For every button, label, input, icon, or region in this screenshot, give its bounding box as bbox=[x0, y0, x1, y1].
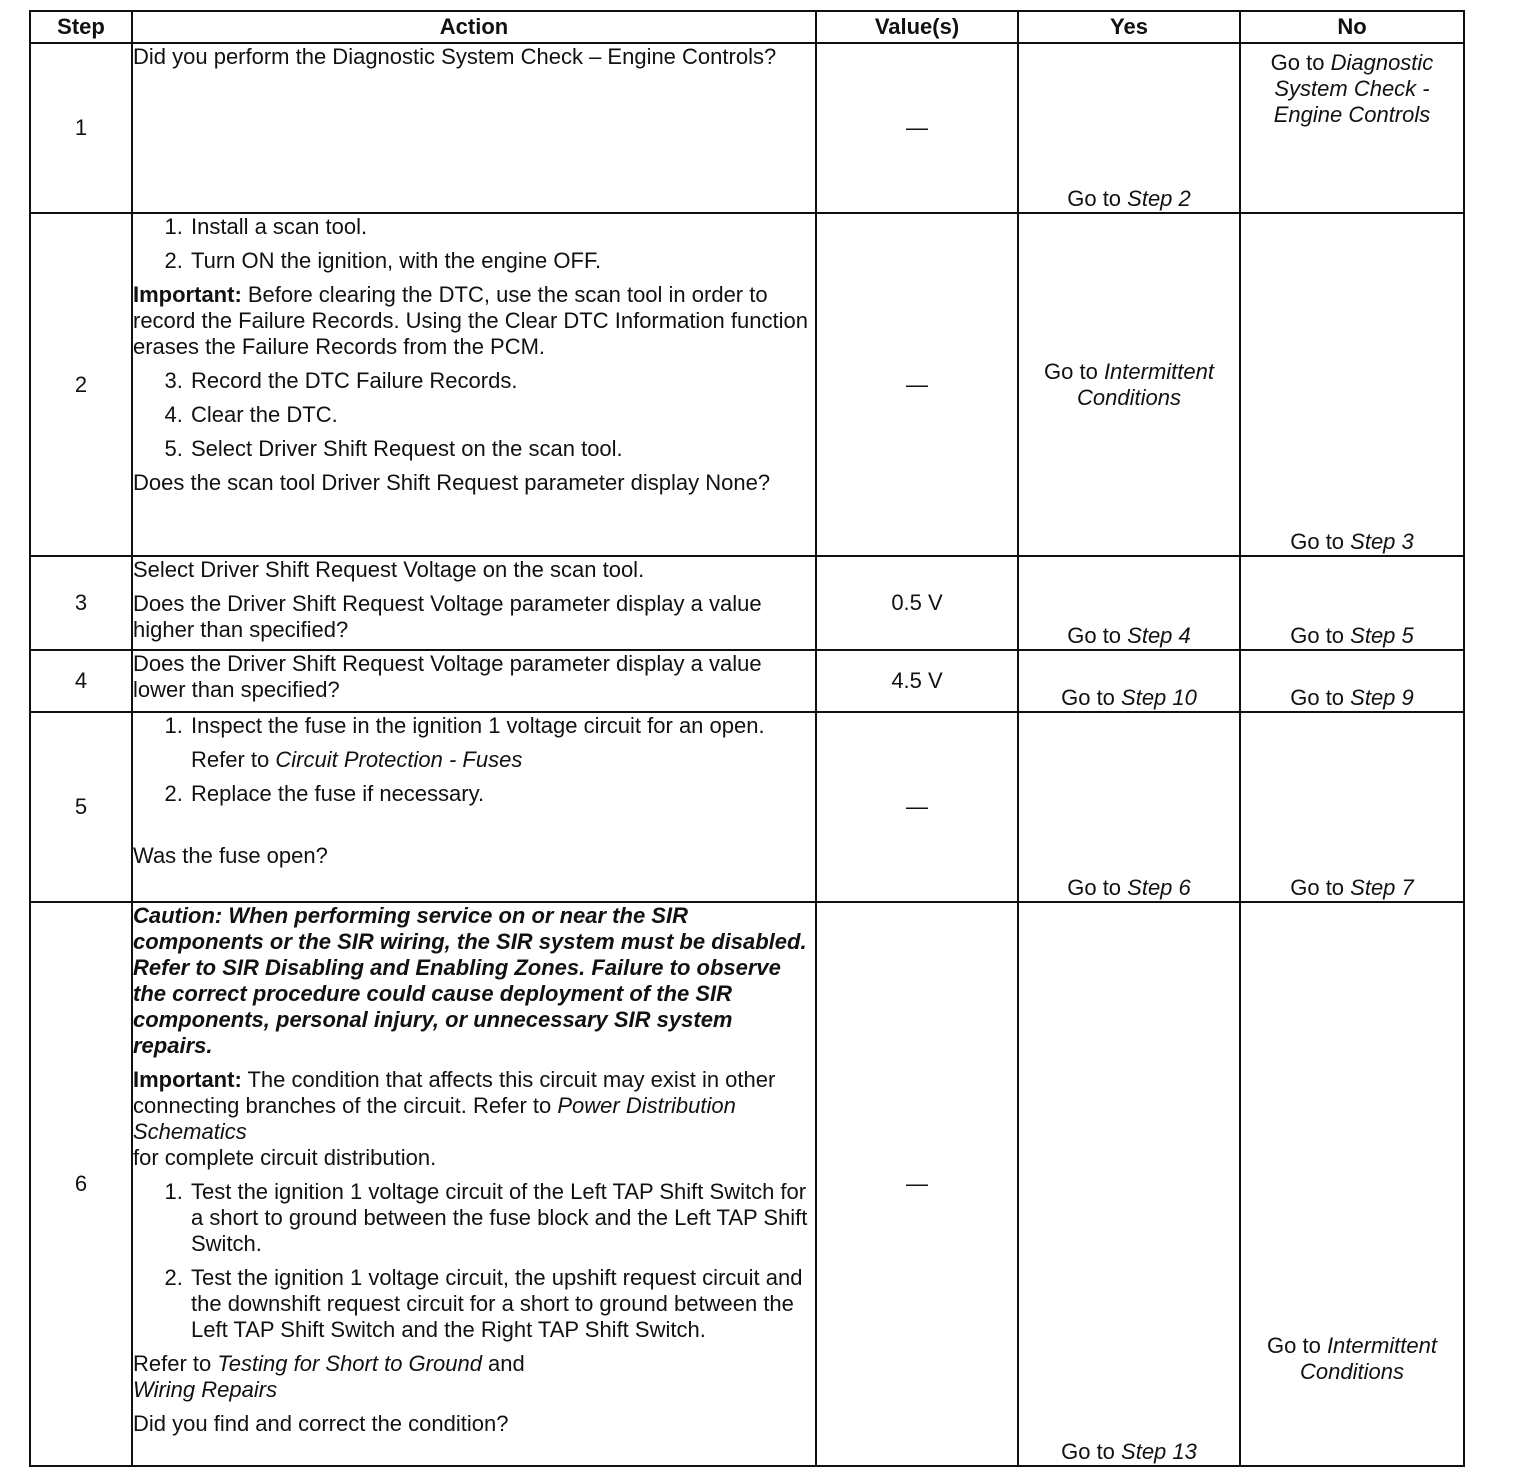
no-cell bbox=[1240, 650, 1464, 712]
refer-prefix: Refer to bbox=[133, 1351, 218, 1376]
important-label: Important: bbox=[133, 1067, 242, 1092]
list-item: 5. Select Driver Shift Request on the scan tool. bbox=[189, 436, 815, 462]
refer-prefix: Refer to bbox=[191, 747, 276, 772]
wiring-repairs-link[interactable]: Wiring Repairs bbox=[133, 1377, 278, 1402]
no-link[interactable]: Diagnostic System Check - Engine Controls bbox=[1273, 50, 1434, 127]
header-row bbox=[30, 11, 1464, 43]
yes-cell bbox=[1018, 650, 1240, 712]
no-link[interactable]: Step 7 bbox=[1350, 875, 1414, 900]
header-step: Step bbox=[30, 11, 132, 43]
refer-and: and bbox=[481, 1351, 525, 1376]
no-prefix: Go to bbox=[1290, 875, 1351, 900]
header-action: Action bbox=[132, 11, 816, 43]
yes-cell bbox=[1018, 902, 1240, 1466]
important-note bbox=[133, 1067, 815, 1145]
step-number: 4 bbox=[30, 650, 132, 712]
yes-cell bbox=[1018, 43, 1240, 213]
refer-line bbox=[191, 747, 815, 773]
yes-link[interactable]: Step 10 bbox=[1121, 685, 1197, 710]
no-link[interactable]: Step 5 bbox=[1350, 623, 1414, 648]
action-list bbox=[133, 368, 815, 462]
step-number: 2 bbox=[30, 213, 132, 556]
yes-cell bbox=[1018, 556, 1240, 650]
action-question: Does the Driver Shift Request Voltage parameter display a value lower than specified? bbox=[133, 651, 762, 702]
header-no: No bbox=[1240, 11, 1464, 43]
important-label: Important: bbox=[133, 282, 242, 307]
yes-link[interactable]: Step 4 bbox=[1127, 623, 1191, 648]
diagnostic-table bbox=[29, 10, 1465, 1467]
action-list bbox=[133, 713, 815, 807]
yes-prefix: Go to bbox=[1061, 685, 1122, 710]
list-item: 2. Test the ignition 1 voltage circuit, the upshift request circuit and the downshift request circuit for a short to ground between the Left TAP Shift Switch and the Right TAP Shift Switch. bbox=[189, 1265, 815, 1343]
action-question: Was the fuse open? bbox=[133, 843, 328, 868]
action-cell bbox=[132, 902, 816, 1466]
yes-prefix: Go to bbox=[1067, 875, 1128, 900]
no-link[interactable]: Step 9 bbox=[1350, 685, 1414, 710]
important-note bbox=[133, 282, 815, 360]
step-number: 5 bbox=[30, 712, 132, 902]
no-cell bbox=[1240, 43, 1464, 213]
yes-prefix: Go to bbox=[1067, 186, 1128, 211]
no-prefix: Go to bbox=[1290, 623, 1351, 648]
table-row bbox=[30, 43, 1464, 213]
action-question: Does the Driver Shift Request Voltage parameter display a value higher than specified? bbox=[133, 591, 762, 642]
important-text: The condition that affects this circuit may exist in other connecting branches of the circuit. Refer to bbox=[133, 1067, 776, 1118]
list-item bbox=[189, 713, 815, 773]
list-item: 1. Test the ignition 1 voltage circuit of the Left TAP Shift Switch for a short to ground between the fuse block and the Left TAP Shift Switch. bbox=[189, 1179, 815, 1257]
value-cell: — bbox=[816, 213, 1018, 556]
action-cell bbox=[132, 712, 816, 902]
no-link[interactable]: Step 3 bbox=[1350, 529, 1414, 554]
value-cell: — bbox=[816, 712, 1018, 902]
refer-line bbox=[133, 1351, 815, 1403]
yes-cell bbox=[1018, 213, 1240, 556]
list-item: 1. Install a scan tool. bbox=[189, 214, 815, 240]
action-list bbox=[133, 1179, 815, 1343]
no-cell bbox=[1240, 556, 1464, 650]
no-prefix: Go to bbox=[1290, 529, 1351, 554]
value-cell: — bbox=[816, 902, 1018, 1466]
yes-link[interactable]: Step 13 bbox=[1121, 1439, 1197, 1464]
no-link[interactable]: Intermittent Conditions bbox=[1300, 1333, 1437, 1384]
value-cell: — bbox=[816, 43, 1018, 213]
no-cell bbox=[1240, 902, 1464, 1466]
yes-prefix: Go to bbox=[1067, 623, 1128, 648]
step-number: 1 bbox=[30, 43, 132, 213]
yes-prefix: Go to bbox=[1044, 358, 1104, 384]
important-text: Before clearing the DTC, use the scan tool in order to record the Failure Records. Using the Clear DTC Information function erases the Failure Records from the PCM. bbox=[133, 282, 808, 359]
power-distribution-link[interactable]: Power Distribution Schematics bbox=[133, 1093, 736, 1144]
yes-cell bbox=[1018, 712, 1240, 902]
refer-link[interactable]: Circuit Protection - Fuses bbox=[275, 747, 523, 772]
step-number: 3 bbox=[30, 556, 132, 650]
yes-link[interactable]: Step 6 bbox=[1127, 875, 1191, 900]
table-row bbox=[30, 650, 1464, 712]
action-question: Does the scan tool Driver Shift Request parameter display None? bbox=[133, 470, 771, 495]
step-number: 6 bbox=[30, 902, 132, 1466]
list-item: 3. Record the DTC Failure Records. bbox=[189, 368, 815, 394]
no-cell bbox=[1240, 712, 1464, 902]
table-row bbox=[30, 902, 1464, 1466]
action-question: Did you find and correct the condition? bbox=[133, 1411, 509, 1436]
yes-link[interactable]: Intermittent Conditions bbox=[1077, 358, 1214, 410]
no-prefix: Go to bbox=[1290, 685, 1351, 710]
action-text: Select Driver Shift Request Voltage on the scan tool. bbox=[133, 557, 645, 582]
list-item: 2. Replace the fuse if necessary. bbox=[189, 781, 815, 807]
table-row bbox=[30, 213, 1464, 556]
action-cell bbox=[132, 556, 816, 650]
no-prefix: Go to bbox=[1270, 50, 1331, 75]
table-row bbox=[30, 556, 1464, 650]
no-prefix: Go to bbox=[1267, 1333, 1327, 1358]
list-item: 2. Turn ON the ignition, with the engine OFF. bbox=[189, 248, 815, 274]
table-row bbox=[30, 712, 1464, 902]
important-tail: for complete circuit distribution. bbox=[133, 1145, 437, 1170]
yes-link[interactable]: Step 2 bbox=[1127, 186, 1191, 211]
action-list bbox=[133, 214, 815, 274]
list-item: 4. Clear the DTC. bbox=[189, 402, 815, 428]
list-item-text: Inspect the fuse in the ignition 1 voltage circuit for an open. bbox=[191, 713, 765, 738]
action-text: Did you perform the Diagnostic System Check – Engine Controls? bbox=[133, 44, 777, 69]
caution-note: Caution: When performing service on or near the SIR components or the SIR wiring, the SIR system must be disabled. Refer to SIR Disabling and Enabling Zones. Failure to observe the correct procedure could cause deployment of the SIR components, personal injury, or unnecessary SIR system repairs. bbox=[133, 903, 807, 1058]
value-cell: 4.5 V bbox=[816, 650, 1018, 712]
action-cell bbox=[132, 650, 816, 712]
yes-prefix: Go to bbox=[1061, 1439, 1122, 1464]
value-cell: 0.5 V bbox=[816, 556, 1018, 650]
header-values: Value(s) bbox=[816, 11, 1018, 43]
header-yes: Yes bbox=[1018, 11, 1240, 43]
action-cell bbox=[132, 213, 816, 556]
short-to-ground-link[interactable]: Testing for Short to Ground bbox=[217, 1351, 482, 1376]
no-cell bbox=[1240, 213, 1464, 556]
action-cell bbox=[132, 43, 816, 213]
